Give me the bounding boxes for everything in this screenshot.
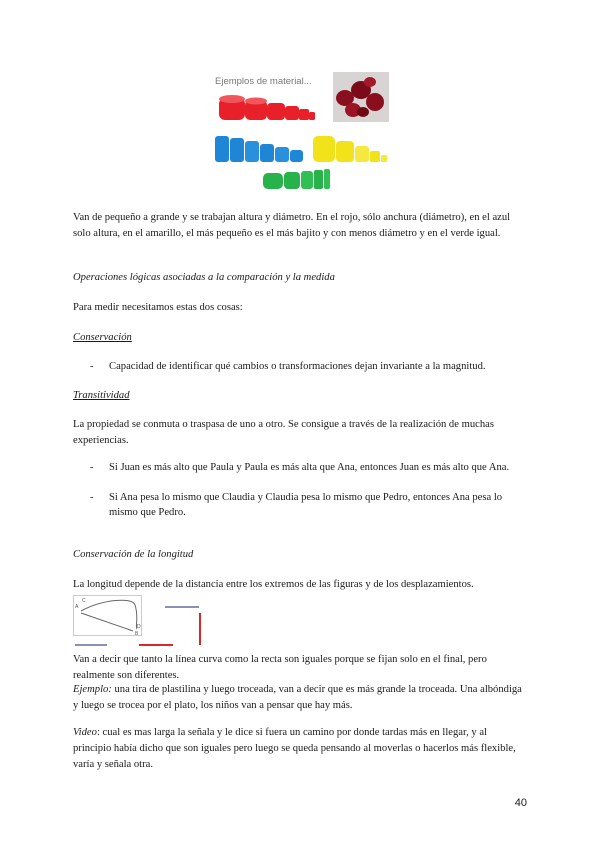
heading-conservation: Conservación [73, 332, 132, 343]
paragraph-curve-vs-straight: Van a decir que tanto la línea curva como la recta son iguales porque se fijan solo en el final, pero realmente son diferentes. [73, 654, 487, 681]
photo-inset [333, 72, 389, 122]
lines-illustration [73, 595, 213, 647]
cylinders-illustration [205, 70, 395, 195]
bullet-text: Si Ana pesa lo mismo que Claudia y Claudia pesa lo mismo que Pedro, entonces Ana pesa lo mismo que Pedro. [109, 492, 503, 518]
bullet-dash: - [90, 361, 94, 372]
paragraph-length-depends: La longitud depende de la distancia entre los extremos de las figuras y de los desplazamientos. [73, 579, 474, 590]
lines-figure [73, 595, 213, 647]
video-text: : cual es mas larga la señala y le dice si fuera un camino por donde tardas más en llegar, y al principio había dicho que son iguales pero luego se queda pensando al moverlas o hacerlos más flexible, varía y señala otra. [73, 727, 516, 770]
example-text: una tira de plastilina y luego troceada, van a decir que es más grande la troceada. Una albóndiga y luego se trocea por el plato, los niños van a pensar que hay más. [73, 684, 522, 711]
paragraph-example [73, 682, 525, 714]
label-a: A [75, 604, 79, 610]
page-number: 40 [514, 797, 527, 809]
yellow-cylinders [313, 136, 387, 162]
red-cylinders [219, 95, 315, 120]
video-label: Video [73, 727, 97, 738]
heading-logical-operations: Operaciones lógicas asociadas a la comparación y la medida [73, 272, 335, 283]
label-c: C [82, 598, 86, 604]
materials-caption: Ejemplos de material... [215, 76, 312, 87]
paragraph-measure-needs: Para medir necesitamos estas dos cosas: [73, 302, 243, 313]
bullet-text: Si Juan es más alto que Paula y Paula es más alta que Ana, entonces Juan es más alto que Ana. [109, 462, 510, 473]
paragraph-cylinders: Van de pequeño a grande y se trabajan altura y diámetro. En el rojo, sólo anchura (diámetro), en el azul solo altura, en el amarillo, el más pequeño es el más bajito y con menos diámetro y en el verde igual. [73, 212, 511, 239]
bullet-dash: - [90, 492, 94, 503]
bullet-text: Capacidad de identificar qué cambios o transformaciones dejan invariante a la magnitud. [109, 361, 486, 372]
materials-figure [205, 70, 395, 195]
paragraph-video [73, 725, 525, 773]
paragraph-transitivity: La propiedad se conmuta o traspasa de uno a otro. Se consigue a través de la realización de muchas experiencias. [73, 419, 494, 446]
label-b: B [135, 631, 139, 637]
green-cylinders [263, 169, 330, 189]
blue-cylinders [215, 136, 303, 162]
heading-length-conservation: Conservación de la longitud [73, 549, 194, 560]
heading-transitivity: Transitividad [73, 390, 130, 401]
label-d: D [137, 624, 141, 630]
example-label: Ejemplo: [73, 684, 112, 695]
bullet-dash: - [90, 462, 94, 473]
